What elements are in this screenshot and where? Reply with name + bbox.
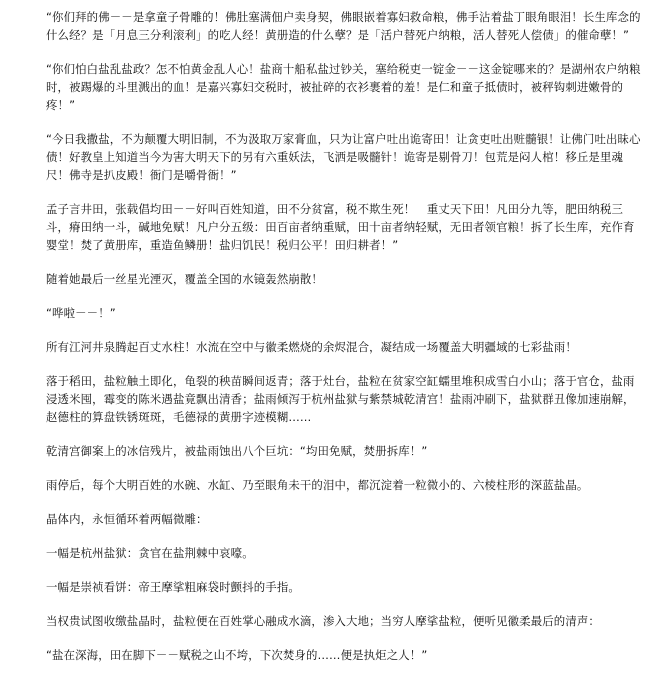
paragraph-14: 当权贵试图收缴盐晶时，盐粒便在百姓掌心融成水滴，渗入大地；当穷人摩挲盐粒，便听见徽柔最后的清声： [46, 614, 600, 628]
paragraph-4: 孟子言井田，张载倡均田－－好叫百姓知道，田不分贫富，税不欺生死！ 重丈天下田！凡田分九等，肥田纳税三斗，瘠田纳一斗，碱地免赋！凡户分五级：田百亩者纳重赋，田十亩者纳轻赋，无田者领官粮！拆了长生库，充作育婴堂！焚了黄册库，重造鱼鳞册！盐归饥民！税归公平！田归耕者！” [46, 202, 635, 252]
paragraph-8: 落于稻田，盐粒触土即化，龟裂的秧苗瞬间返青；落于灶台，盐粒在贫家空缸蠕里堆积成雪白小山；落于官仓，盐雨浸透米囤，霉变的陈米遇盐竟飘出清香；盐雨倾泻于杭州盐狱与紫禁城乾清宫！盐雨冲刷下，盐狱群丑像加速崩解，赵德柱的算盘铁锈斑斑，毛德禄的黄册字迹模糊…… [46, 374, 635, 424]
paragraph-9: 乾清宫御案上的冰信残片，被盐雨蚀出八个巨坑：“均田免赋，焚册拆库！” [46, 444, 428, 458]
paragraph-12: 一幅是杭州盐狱：贪官在盐荆棘中哀嚎。 [46, 546, 254, 560]
paragraph-3: “今日我撒盐，不为颠覆大明旧制，不为汲取万家膏血，只为让富户吐出诡寄田！让贪吏吐出赃髓银！让佛门吐出昧心债！好教皇上知道当今为害大明天下的另有六重妖法，飞洒是吸髓针！诡寄是剔骨刀！包荒是闷人棺！移丘是里魂尺！佛寺是扒皮殿！衙门是嚼骨衙！” [46, 132, 641, 182]
paragraph-13: 一幅是崇祯看饼：帝王摩挲粗麻袋时颤抖的手指。 [46, 580, 300, 594]
paragraph-11: 晶体内，永恒循环着两幅微雕： [46, 512, 208, 526]
paragraph-1: “你们拜的佛－－是拿童子骨雕的！佛肚塞满佃户卖身契，佛眼嵌着寡妇救命粮，佛手沾着盐丁眼角眼泪！长生库念的什么经？是「月息三分利滚利」的吃人经！黄册造的什么孽？是「活户替死户纳粮，活人替死人偿债」的催命孽！” [46, 10, 641, 42]
paragraph-5: 随着她最后一丝星光湮灭，覆盖全国的水镜轰然崩散！ [46, 272, 323, 286]
paragraph-15: “盐在深海，田在脚下－－赋税之山不垮，下次焚身的……便是执炬之人！” [46, 648, 428, 662]
paragraph-10: 雨停后，每个大明百姓的水碗、水缸、乃至眼角未干的泪中，都沉淀着一粒微小的、六棱柱形的深蓝盐晶。 [46, 478, 589, 492]
paragraph-7: 所有江河井泉腾起百丈水柱！水流在空中与徽柔燃烧的余烬混合，凝结成一场覆盖大明疆域的七彩盐雨！ [46, 340, 577, 354]
paragraph-6: “哗啦－－！” [46, 306, 116, 320]
paragraph-2: “你们怕白盐乱盐政？怎不怕黄金乱人心！盐商十船私盐过钞关，塞给税吏一锭金－－这金锭哪来的？是湖州农户纳粮时，被踢爆的斗里溅出的血！是嘉兴寡妇交税时，被扯碎的衣衫裹着的羞！是仁和童子抵债时，被秤钩刺进嫩骨的疼！” [46, 62, 641, 112]
